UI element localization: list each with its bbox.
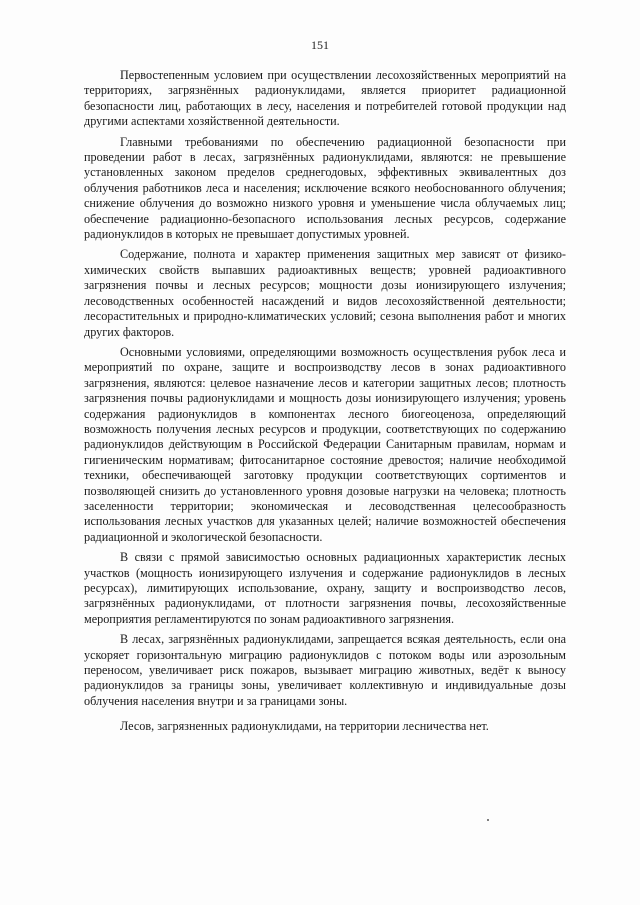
closing-statement: Лесов, загрязненных радионуклидами, на территории лесничества нет. (120, 719, 489, 734)
document-body (84, 68, 566, 735)
scan-speck (487, 819, 489, 821)
paragraph-main-conditions: Основными условиями, определяющими возможность осуществления рубок леса и мероприятий по охране, защите и воспроизводству лесов в зонах радиоактивного загрязнения, являются: целевое назначение лесов и категории защитных лесов; плотность загрязнения почвы радионуклидами и мощность дозы ионизирующего излучения; уровень содержания радионуклидов в компонентах лесного биогеоценоза, определяющий возможность получения лесных ресурсов и продукции, соответствующих по содержанию радионуклидов действующим в Российской Федерации Санитарным правилам, нормам и гигиеническим нормативам; фитосанитарное состояние древостоя; наличие необходимой техники, обеспечивающей заготовку продукции соответствующих сортиментов и позволяющей снизить до установленного уровня дозовые нагрузки на человека; плотность заселенности территории; экономическая и лесоводственная целесообразность использования лесных участков для указанных целей; наличие возможностей обеспечения радиационной и экологической безопасности. (84, 344, 566, 544)
paragraph-requirements: Главными требованиями по обеспечению радиационной безопасности при проведении работ в лесах, загрязнённых радионуклидами, являются: не превышение установленных законом пределов среднегодовых, эффективных эквивалентных доз облучения работников леса и населения; исключение всякого необоснованного облучения; снижение облучения до возможно низкого уровня и уменьшение числа облучаемых лиц; обеспечение радиационно-безопасного использования лесных ресурсов, содержание радионуклидов в которых не превышает допустимых уровней. (84, 134, 566, 242)
paragraph-priority: Первостепенным условием при осуществлении лесохозяйственных мероприятий на территориях, загрязнённых радионуклидами, является приоритет радиационной безопасности лиц, работающих в лесу, населения и потребителей готовой продукции над другими аспектами хозяйственной деятельности. (84, 68, 566, 129)
page-number: 151 (311, 38, 329, 52)
paragraph-protective-measures: Содержание, полнота и характер применения защитных мер зависят от физико-химических свойств выпавших радиоактивных веществ; уровней радиоактивного загрязнения почвы и лесных ресурсов; мощности дозы ионизирующего излучения; лесоводственных особенностей насаждений и видов лесохозяйственной деятельности; лесорастительных и природно-климатических условий; сезона выполнения работ и многих других факторов. (84, 247, 566, 339)
paragraph-zoning: В связи с прямой зависимостью основных радиационных характеристик лесных участков (мощность ионизирующего излучения и содержание радионуклидов в лесных ресурсах), лимитирующих использование, охрану, защиту и воспроизводство лесов, загрязнённых радионуклидами, от плотности загрязнения почвы, лесохозяйственные мероприятия регламентируются по зонам радиоактивного загрязнения. (84, 550, 566, 626)
paragraph-prohibitions: В лесах, загрязнённых радионуклидами, запрещается всякая деятельность, если она ускоряет горизонтальную миграцию радионуклидов с потоком воды или аэрозольным переносом, увеличивает риск пожаров, вызывает миграцию животных, ведёт к выносу радионуклидов за границы зоны, увеличивает коллективную и индивидуальные дозы облучения населения внутри и за границами зоны. (84, 632, 566, 708)
